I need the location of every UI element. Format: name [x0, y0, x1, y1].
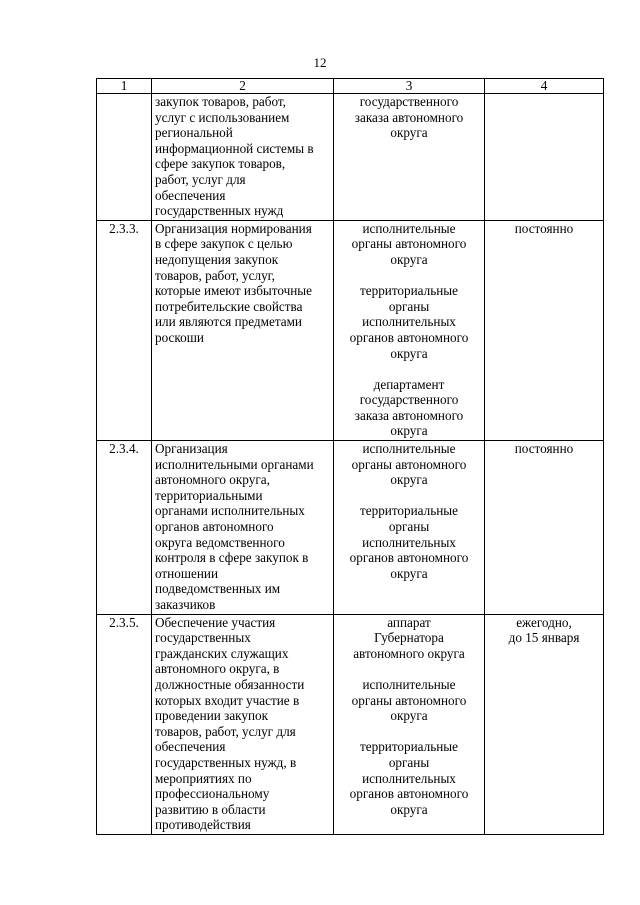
description-line: государственных нужд, в — [155, 754, 297, 770]
page-number: 12 — [313, 55, 327, 70]
group-spacer — [337, 724, 481, 740]
executor-line: округа — [390, 801, 428, 817]
executor-line: исполнительных — [362, 534, 456, 550]
executor-line: исполнительные — [362, 220, 456, 236]
executor-line: органов автономного — [349, 786, 469, 802]
description-line: потребительские свойства — [155, 298, 303, 314]
executor-line: территориальные — [359, 503, 459, 519]
description-line: работ, услуг для — [155, 171, 246, 187]
item-number: 2.3.5. — [97, 614, 152, 834]
description-line: исполнительными органами — [155, 456, 314, 472]
item-number — [97, 94, 152, 221]
description-line: мероприятиях по — [155, 770, 252, 786]
description-line: заказчиков — [155, 597, 216, 612]
item-number: 2.3.4. — [97, 441, 152, 615]
description-line: сфере закупок товаров, — [155, 156, 286, 172]
description-line: или являются предметами — [155, 314, 302, 330]
executor-line: органы автономного — [351, 692, 467, 708]
header-cell-3: 3 — [334, 79, 485, 94]
executor-line: исполнительных — [362, 770, 456, 786]
description-line: товаров, работ, услуг, — [155, 267, 275, 283]
deadline-line: до 15 января — [508, 630, 580, 646]
deadline-line: постоянно — [514, 441, 574, 457]
deadline-line: ежегодно, — [516, 614, 572, 630]
table-row — [97, 220, 604, 440]
description-line: в сфере закупок с целью — [155, 236, 293, 252]
header-cell-2: 2 — [152, 79, 334, 94]
description-line: развитию в области — [155, 801, 266, 817]
table-row — [97, 441, 604, 615]
responsible-executors — [334, 441, 485, 615]
measure-description — [152, 94, 334, 221]
description-line: товаров, работ, услуг для — [155, 723, 296, 739]
measure-description — [152, 220, 334, 440]
executor-line: исполнительных — [362, 314, 456, 330]
executor-line: округа — [390, 472, 428, 488]
executor-line: органы — [388, 298, 430, 314]
description-line: автономного округа, в — [155, 661, 280, 677]
executor-line: органов автономного — [349, 329, 469, 345]
executor-line: автономного округа — [353, 645, 465, 661]
deadline-line: постоянно — [514, 220, 574, 236]
description-line: государственных — [155, 630, 251, 646]
executor-line: территориальные — [359, 739, 459, 755]
executor-line: исполнительные — [362, 676, 456, 692]
measure-description — [152, 614, 334, 834]
description-line: отношении — [155, 565, 219, 581]
header-cell-1: 1 — [97, 79, 152, 94]
description-line: противодействия — [155, 817, 251, 833]
description-line: государственных нужд — [155, 203, 284, 219]
deadline — [485, 220, 604, 440]
measures-table — [96, 78, 604, 835]
executor-line: органы автономного — [351, 236, 467, 252]
description-line: информационной системы в — [155, 140, 314, 156]
description-line: закупок товаров, работ, — [155, 94, 286, 109]
executor-line: органы — [388, 519, 430, 535]
group-spacer — [337, 488, 481, 504]
description-line: недопущения закупок — [155, 251, 279, 267]
executor-line: исполнительные — [362, 441, 456, 457]
description-line: обеспечения — [155, 187, 226, 203]
item-number: 2.3.3. — [97, 220, 152, 440]
description-line: профессиональному — [155, 786, 270, 802]
deadline — [485, 94, 604, 221]
description-line: автономного округа, — [155, 472, 270, 488]
executor-line: департамент — [373, 376, 445, 392]
description-line: органов автономного — [155, 519, 274, 535]
executor-line: государственного — [359, 94, 459, 109]
group-spacer — [337, 661, 481, 677]
executor-line: органы автономного — [351, 456, 467, 472]
executor-line: органы — [388, 754, 430, 770]
executor-line: округа — [390, 423, 428, 439]
description-line: должностные обязанности — [155, 676, 305, 692]
group-spacer — [337, 268, 481, 284]
description-line: Организация — [155, 441, 228, 457]
description-line: органами исполнительных — [155, 503, 305, 519]
responsible-executors — [334, 220, 485, 440]
description-line: контроля в сфере закупок в — [155, 550, 309, 566]
description-line: услуг с использованием — [155, 109, 290, 125]
executor-line: заказа автономного — [354, 407, 464, 423]
description-line: которые имеют избыточные — [155, 283, 313, 299]
executor-line: округа — [390, 251, 428, 267]
description-line: проведении закупок — [155, 708, 269, 724]
executor-line: заказа автономного — [354, 109, 464, 125]
executor-line: округа — [390, 565, 428, 581]
executor-line: Губернатора — [374, 630, 444, 646]
description-line: подведомственных им — [155, 581, 281, 597]
description-line: обеспечения — [155, 739, 226, 755]
description-line: региональной — [155, 125, 233, 141]
executor-line: органов автономного — [349, 550, 469, 566]
executor-line: округа — [390, 125, 428, 141]
executor-line: округа — [390, 345, 428, 361]
description-line: роскоши — [155, 329, 204, 345]
responsible-executors — [334, 94, 485, 221]
executor-line: государственного — [359, 392, 459, 408]
table-row — [97, 614, 604, 834]
deadline — [485, 614, 604, 834]
description-line: гражданских служащих — [155, 645, 289, 661]
table-row — [97, 94, 604, 221]
description-line: территориальными — [155, 487, 263, 503]
group-spacer — [337, 361, 481, 377]
executor-line: аппарат — [387, 614, 431, 630]
description-line: округа ведомственного — [155, 534, 285, 550]
description-line: Обеспечение участия — [155, 614, 276, 630]
responsible-executors — [334, 614, 485, 834]
description-line: Организация нормирования — [155, 220, 312, 236]
deadline — [485, 441, 604, 615]
executor-line: округа — [390, 708, 428, 724]
header-cell-4: 4 — [485, 79, 604, 94]
description-line: которых входит участие в — [155, 692, 300, 708]
measure-description — [152, 441, 334, 615]
table-header-row — [97, 79, 604, 94]
executor-line: территориальные — [359, 283, 459, 299]
